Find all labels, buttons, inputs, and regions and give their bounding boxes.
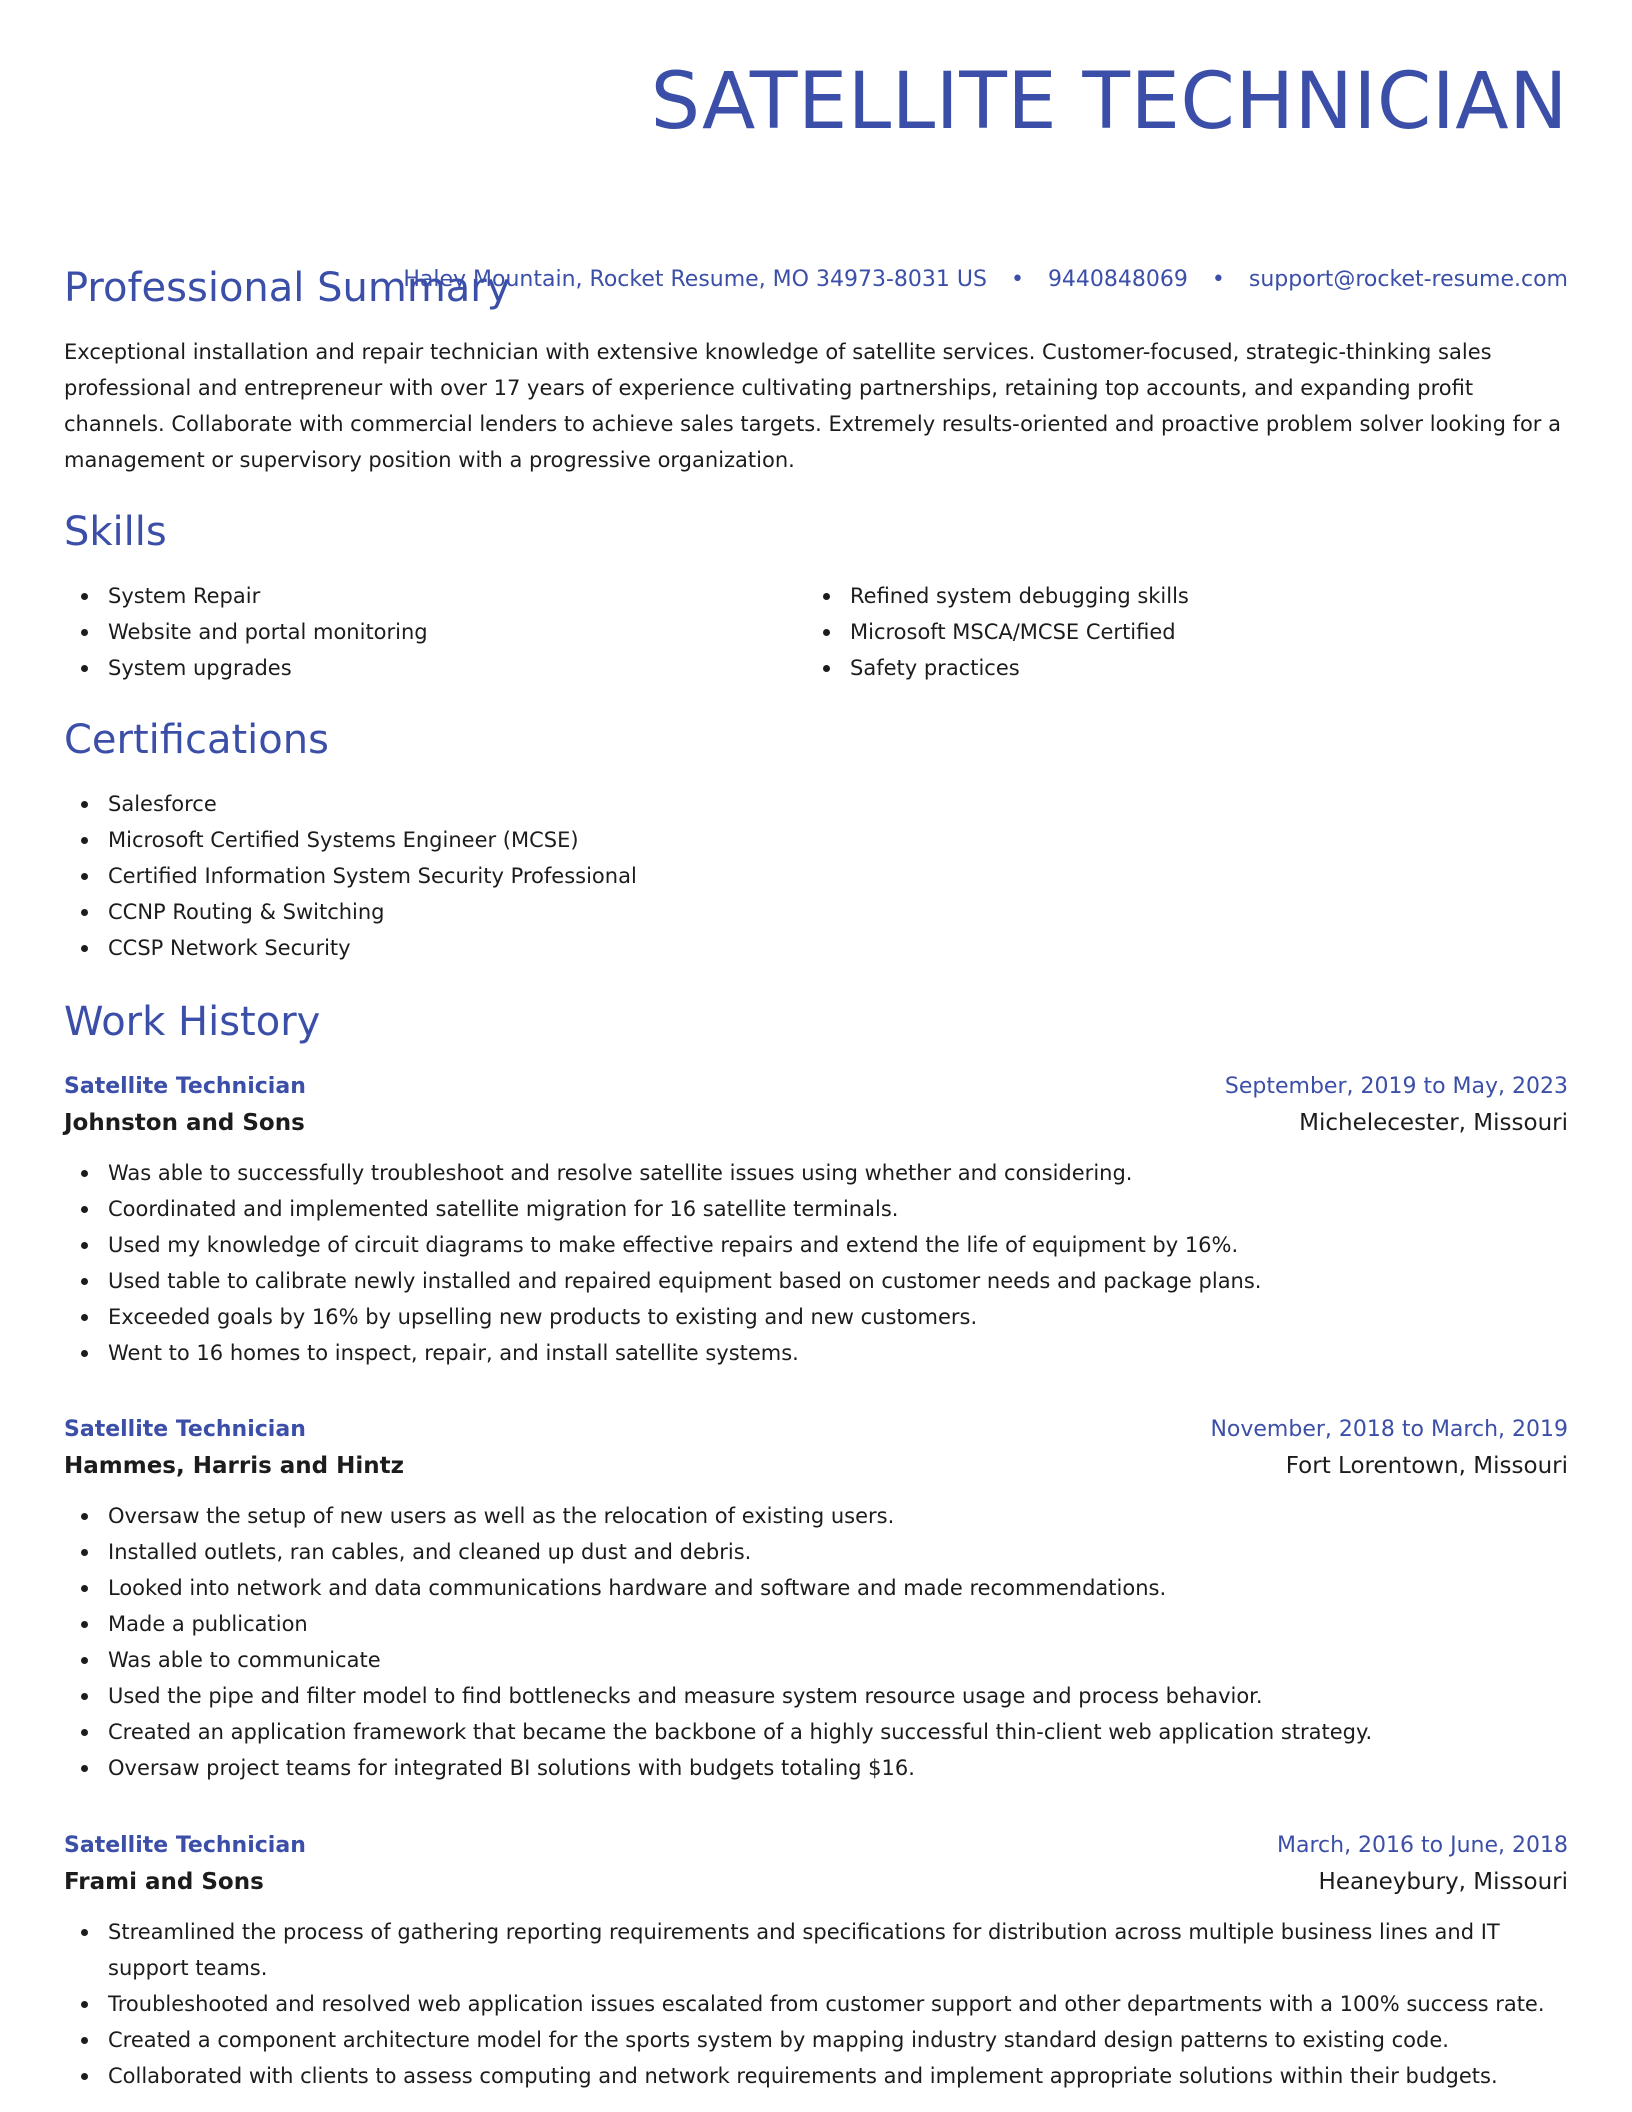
certification-item: Certified Information System Security Professional bbox=[64, 858, 1568, 894]
job-bullets bbox=[64, 1155, 1568, 1371]
job-entry bbox=[64, 1830, 1568, 2094]
summary-heading: Professional Summary bbox=[64, 265, 511, 311]
job-entry bbox=[64, 1414, 1568, 1786]
job-dates: September, 2019 to May, 2023 bbox=[1224, 1074, 1568, 1099]
job-bullet: Coordinated and implemented satellite migration for 16 satellite terminals. bbox=[64, 1191, 1568, 1227]
job-title: Satellite Technician bbox=[64, 1074, 306, 1099]
certifications-heading: Certifications bbox=[64, 717, 329, 763]
job-dates: March, 2016 to June, 2018 bbox=[1277, 1833, 1568, 1858]
job-location: Fort Lorentown, Missouri bbox=[1285, 1453, 1568, 1479]
work-history-heading: Work History bbox=[64, 999, 321, 1045]
job-bullet: Collaborated with clients to assess computing and network requirements and implement appropriate solutions within their budgets. bbox=[64, 2058, 1568, 2094]
skills-heading: Skills bbox=[64, 509, 167, 555]
certification-item: CCNP Routing & Switching bbox=[64, 894, 1568, 930]
skill-item: Website and portal monitoring bbox=[64, 614, 806, 650]
certifications-list bbox=[64, 786, 1568, 966]
skills-list-right bbox=[806, 578, 1548, 686]
contact-phone: 9440848069 bbox=[1047, 267, 1188, 292]
job-bullet: Used table to calibrate newly installed and repaired equipment based on customer needs and package plans. bbox=[64, 1263, 1568, 1299]
job-bullet: Streamlined the process of gathering reporting requirements and specifications for distribution across multiple business lines and IT support teams. bbox=[64, 1914, 1568, 1986]
skill-item: System upgrades bbox=[64, 650, 806, 686]
job-bullet: Used my knowledge of circuit diagrams to make effective repairs and extend the life of equipment by 16%. bbox=[64, 1227, 1568, 1263]
contact-address: Haley Mountain, Rocket Resume, MO 34973-8031 US bbox=[403, 267, 987, 292]
job-bullet: Looked into network and data communications hardware and software and made recommendations. bbox=[64, 1570, 1568, 1606]
job-company: Johnston and Sons bbox=[64, 1110, 305, 1136]
job-bullet: Was able to communicate bbox=[64, 1642, 1568, 1678]
skills-columns bbox=[64, 578, 1568, 686]
certification-item: CCSP Network Security bbox=[64, 930, 1568, 966]
job-company: Hammes, Harris and Hintz bbox=[64, 1453, 405, 1479]
job-bullet: Oversaw project teams for integrated BI solutions with budgets totaling $16. bbox=[64, 1750, 1568, 1786]
skills-list-left bbox=[64, 578, 806, 686]
job-entry bbox=[64, 1071, 1568, 1371]
job-bullet: Exceeded goals by 16% by upselling new products to existing and new customers. bbox=[64, 1299, 1568, 1335]
skill-item: Microsoft MSCA/MCSE Certified bbox=[806, 614, 1548, 650]
job-bullets bbox=[64, 1498, 1568, 1786]
contact-separator: • bbox=[1211, 267, 1225, 292]
summary-text: Exceptional installation and repair technician with extensive knowledge of satellite services. Customer-focused, strategic-thinking sales professional and entrepreneur with over 17 years of experience cultivating partnerships, retaining top accounts, and expanding profit channels. Collaborate with commercial lenders to achieve sales targets. Extremely results-oriented and proactive problem solver looking for a management or supervisory position with a progressive organization. bbox=[64, 340, 1561, 472]
job-location: Michelecester, Missouri bbox=[1299, 1110, 1568, 1136]
job-title: Satellite Technician bbox=[64, 1417, 306, 1442]
job-dates: November, 2018 to March, 2019 bbox=[1210, 1417, 1568, 1442]
job-bullet: Went to 16 homes to inspect, repair, and install satellite systems. bbox=[64, 1335, 1568, 1371]
job-bullet: Made a publication bbox=[64, 1606, 1568, 1642]
job-bullet: Created an application framework that became the backbone of a highly successful thin-client web application strategy. bbox=[64, 1714, 1568, 1750]
skill-item: Safety practices bbox=[806, 650, 1548, 686]
contact-line bbox=[403, 265, 1568, 295]
job-title: Satellite Technician bbox=[64, 1833, 306, 1858]
contact-separator: • bbox=[1010, 267, 1024, 292]
contact-email: support@rocket-resume.com bbox=[1248, 267, 1568, 292]
job-bullet: Installed outlets, ran cables, and cleaned up dust and debris. bbox=[64, 1534, 1568, 1570]
job-bullet: Was able to successfully troubleshoot and resolve satellite issues using whether and considering. bbox=[64, 1155, 1568, 1191]
job-location: Heaneybury, Missouri bbox=[1318, 1869, 1568, 1895]
job-bullet: Used the pipe and filter model to find bottlenecks and measure system resource usage and process behavior. bbox=[64, 1678, 1568, 1714]
skill-item: Refined system debugging skills bbox=[806, 578, 1548, 614]
skill-item: System Repair bbox=[64, 578, 806, 614]
page-title: SATELLITE TECHNICIAN bbox=[650, 57, 1568, 147]
job-bullet: Troubleshooted and resolved web application issues escalated from customer support and other departments with a 100% success rate. bbox=[64, 1986, 1568, 2022]
job-bullet: Oversaw the setup of new users as well as the relocation of existing users. bbox=[64, 1498, 1568, 1534]
job-bullet: Created a component architecture model for the sports system by mapping industry standard design patterns to existing code. bbox=[64, 2022, 1568, 2058]
job-bullets bbox=[64, 1914, 1568, 2094]
job-company: Frami and Sons bbox=[64, 1869, 264, 1895]
certification-item: Microsoft Certified Systems Engineer (MCSE) bbox=[64, 822, 1568, 858]
certification-item: Salesforce bbox=[64, 786, 1568, 822]
